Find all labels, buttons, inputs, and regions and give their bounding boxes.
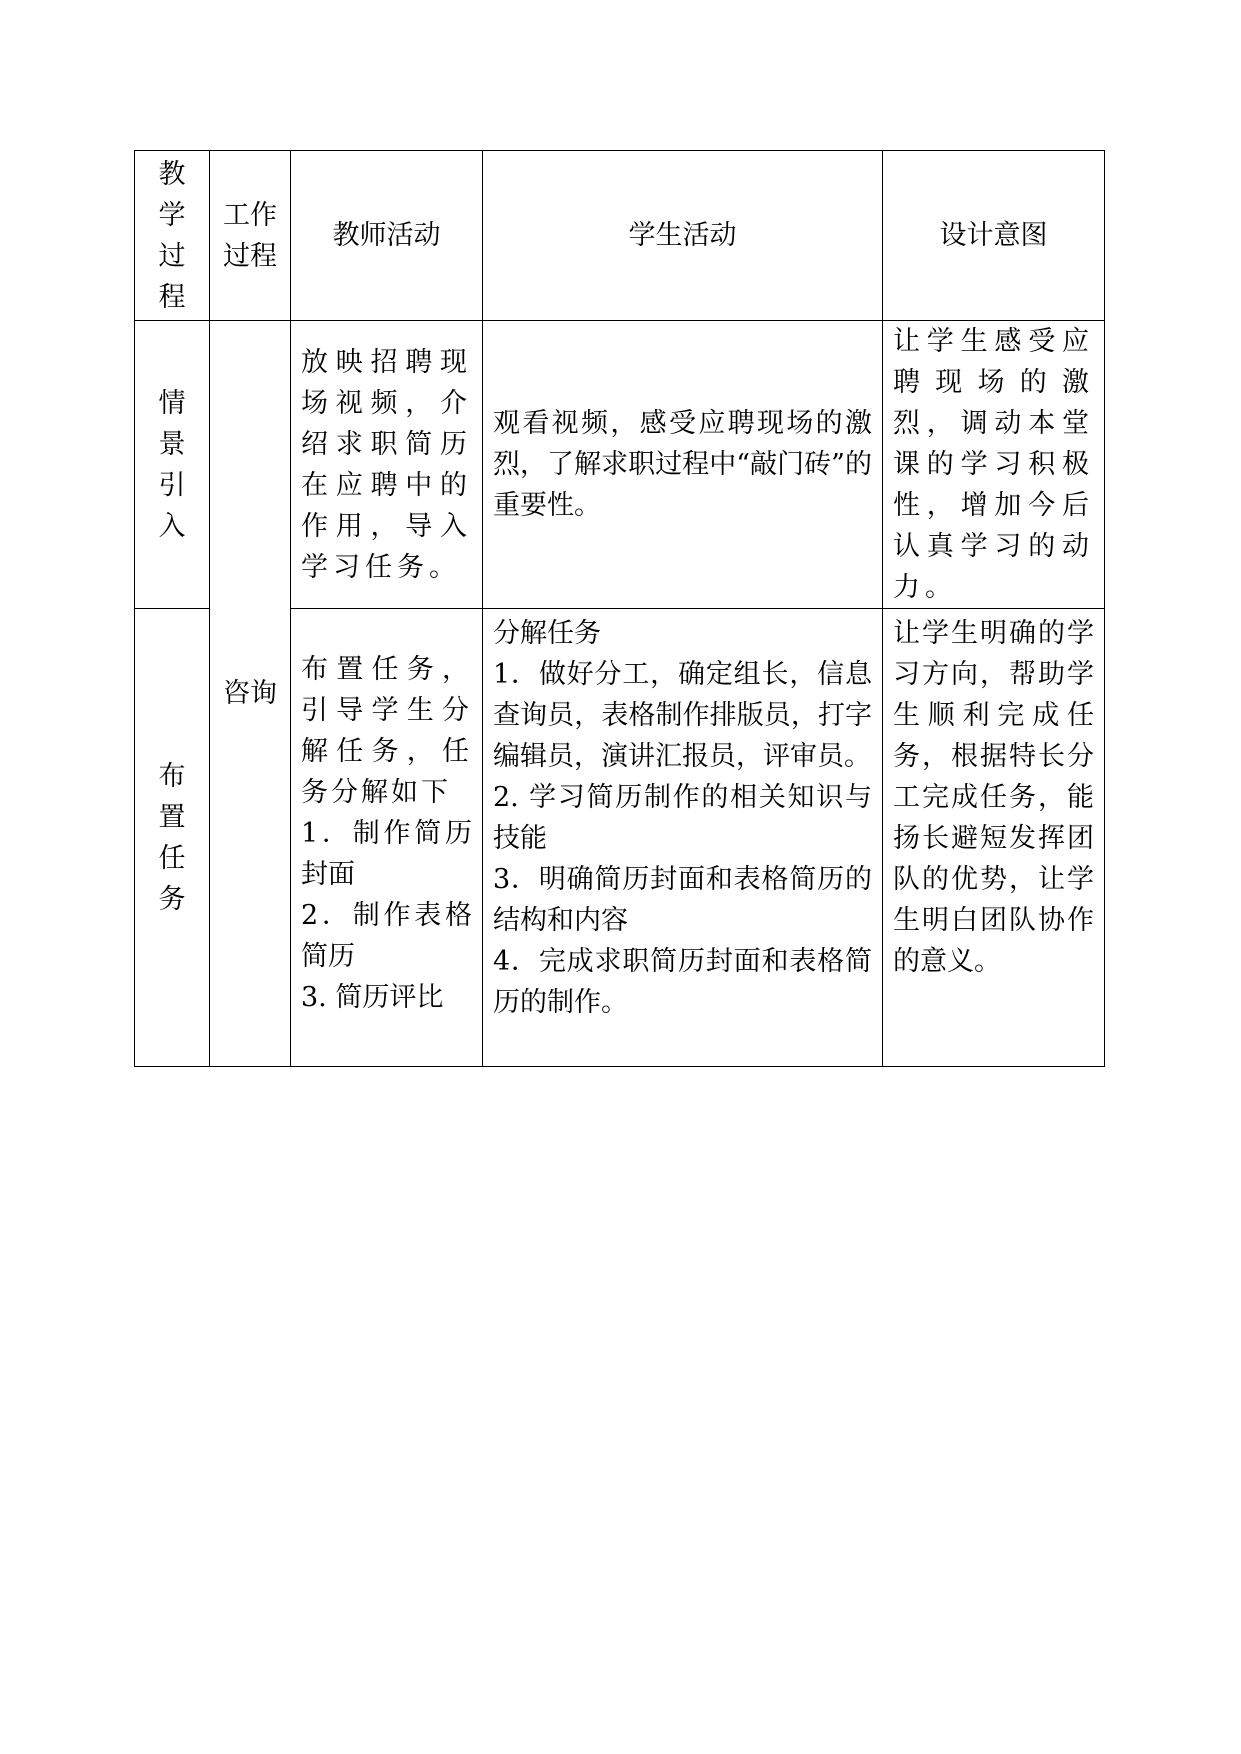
student-activity: 分解任务 1．做好分工，确定组长，信息查询员，表格制作排版员，打字编辑员，演讲汇报员，评审员。 2. 学习简历制作的相关知识与技能 3．明确简历封面和表格简历的结构和内容 4．完成求职简历封面和表格简历的制作。: [483, 609, 883, 1067]
header-teacher: 教师活动: [291, 151, 483, 321]
row-process: 情景引入: [135, 321, 210, 609]
row-process: 布置任务: [135, 609, 210, 1067]
header-process: 教学过程: [135, 151, 210, 321]
header-student: 学生活动: [483, 151, 883, 321]
lesson-plan-table: [134, 150, 1105, 1067]
header-intent: 设计意图: [883, 151, 1105, 321]
design-intent: 让学生明确的学习方向，帮助学生顺利完成任务，根据特长分工完成任务，能扬长避短发挥团队的优势，让学生明白团队协作的意义。: [883, 609, 1105, 1067]
student-activity: 观看视频，感受应聘现场的激烈，了解求职过程中“敲门砖”的重要性。: [483, 321, 883, 609]
header-row: [135, 151, 1105, 321]
teacher-activity: 放映招聘现场视频，介绍求职简历在应聘中的作用，导入学习任务。: [291, 321, 483, 609]
header-work: 工作过程: [210, 151, 291, 321]
work-process-cell: 咨询: [210, 321, 291, 1067]
table-row: [135, 321, 1105, 609]
design-intent: 让学生感受应聘现场的激烈，调动本堂课的学习积极性，增加今后认真学习的动力。: [883, 321, 1105, 609]
teacher-activity: 布置任务，引导学生分解任务，任务分解如下 1．制作简历封面 2．制作表格简历 3. 简历评比: [291, 609, 483, 1067]
